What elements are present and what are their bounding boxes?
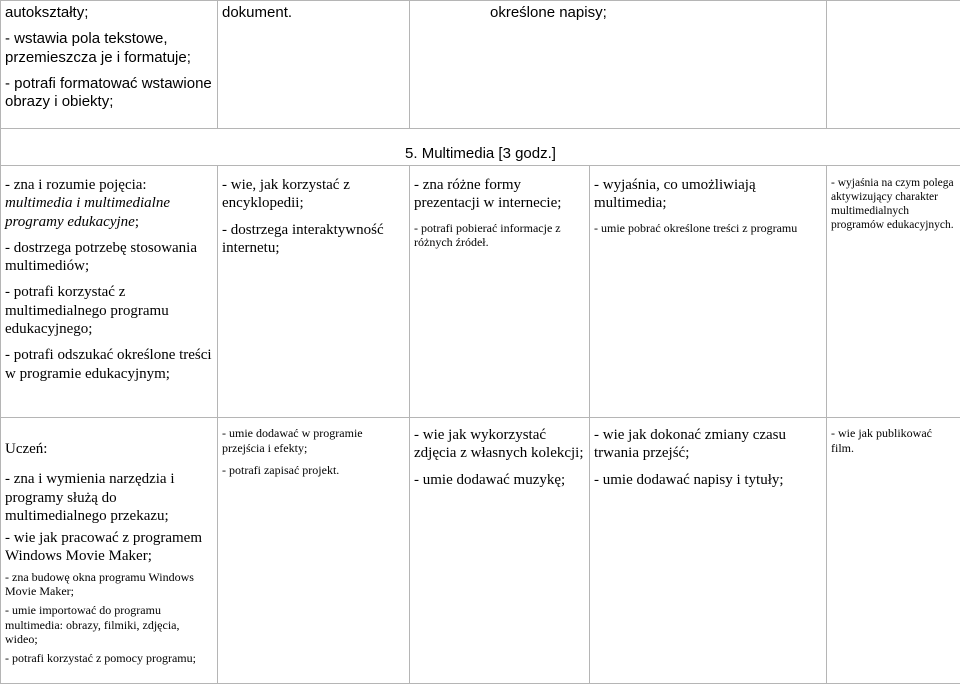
list-item: - umie importować do programu multimedia: obrazy, filmiki, zdjęcia, wideo; [5,603,180,647]
list-item: - umie pobrać określone treści z programu [594,220,798,235]
list-item: - wie jak wykorzystać zdjęcia z własnych kolekcji; [414,427,584,462]
cell-r3-c3 [410,418,590,684]
list-item: - wie jak pracować z programem Windows Movie Maker; [5,530,202,565]
list-item: - dostrzega potrzebę stosowania multimediów; [5,239,198,275]
list-item: - wstawia pola tekstowe, przemieszcza je i formatuje; [5,30,191,66]
list-item: - umie dodawać muzykę; [414,471,566,488]
list-item: określone napisy; [490,4,607,21]
list-item: Uczeń: [5,441,48,457]
list-item: - potrafi pobierać informacje z różnych źródeł. [414,220,561,250]
cell-r2-c4 [590,166,827,418]
list-item: - potrafi zapisać projekt. [222,463,340,478]
cell-r2-c2 [218,166,410,418]
cell-r3-c5 [827,418,960,684]
table-row [1,418,960,684]
section-header [1,129,960,166]
list-item: - umie dodawać w programie przejścia i efekty; [222,426,363,455]
list-item: dokument. [222,4,293,21]
list-item: - wie jak publikować film. [831,426,932,455]
cell-r3-c4 [590,418,827,684]
cell-r1-c5 [827,1,960,129]
text: ; [134,213,139,230]
list-item: - umie dodawać napisy i tytuły; [594,471,784,488]
cell-r2-c1 [1,166,218,418]
cell-r1-c2 [218,1,410,129]
text: - zna i rozumie pojęcia: [5,177,147,193]
list-item: autokształty; [5,4,89,21]
list-item: - zna różne formy prezentacji w internecie; [414,177,562,212]
list-item [5,176,213,231]
table-row [1,1,960,129]
list-item: - wyjaśnia, co umożliwiają multimedia; [594,177,756,212]
cell-r3-c1 [1,418,218,684]
list-item: - potrafi korzystać z pomocy programu; [5,650,196,665]
list-item: - wyjaśnia na czym polega aktywizujący charakter multimedialnych programów edukacyjnych. [831,177,954,232]
term: multimedia i multimedialne programy edukacyjne [5,195,170,230]
list-item: - potrafi korzystać z multimedialnego programu edukacyjnego; [5,284,169,338]
list-item: - potrafi formatować wstawione obrazy i obiekty; [5,74,212,111]
list-item: - zna budowę okna programu Windows Movie Maker; [5,569,194,599]
cell-r3-c2 [218,418,410,684]
section-title: 5. Multimedia [3 godz.] [405,144,556,162]
list-item: - zna i wymienia narzędzia i programy służą do multimedialnego przekazu; [5,471,175,524]
cell-r2-c3 [410,166,590,418]
cell-r1-c3 [410,1,827,129]
list-item: - wie, jak korzystać z encyklopedii; [222,177,350,212]
list-item: - wie jak dokonać zmiany czasu trwania przejść; [594,427,787,462]
list-item: - dostrzega interaktywność internetu; [222,221,384,256]
section-header-row [1,129,960,166]
cell-r2-c5 [827,166,960,418]
cell-r1-c1 [1,1,218,129]
list-item: - potrafi odszukać określone treści w programie edukacyjnym; [5,347,212,382]
table-row [1,166,960,418]
